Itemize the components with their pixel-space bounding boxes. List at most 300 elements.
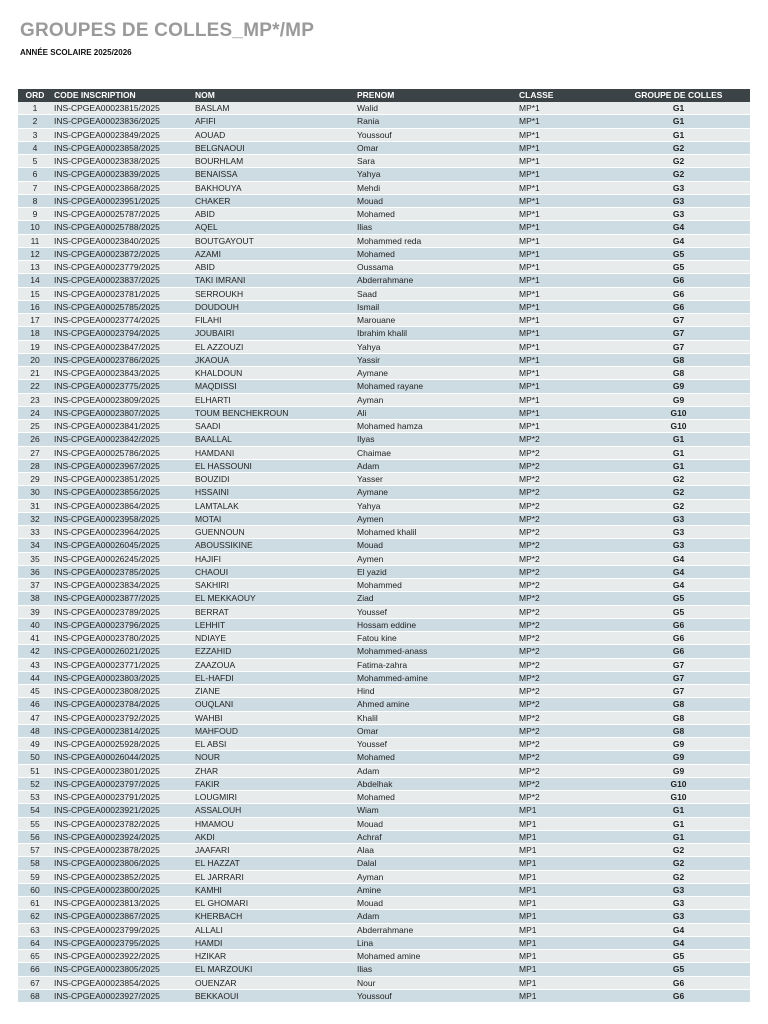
cell-groupe: G3 bbox=[672, 884, 685, 895]
cell-prenom: Ilias bbox=[357, 222, 373, 233]
cell-prenom: Ahmed amine bbox=[357, 699, 410, 710]
cell-prenom: Mohamed bbox=[357, 792, 395, 802]
cell-nom: BEKKAOUI bbox=[195, 990, 239, 1001]
cell-code: INS-CPGEA00023801/2025 bbox=[54, 765, 160, 776]
cell-code: INS-CPGEA00023799/2025 bbox=[54, 924, 160, 935]
cell-groupe: G4 bbox=[672, 937, 685, 948]
cell-code: INS-CPGEA00023791/2025 bbox=[54, 792, 160, 802]
cell-nom: ELHARTI bbox=[195, 394, 231, 405]
cell-code: INS-CPGEA00023807/2025 bbox=[54, 407, 160, 418]
cell-groupe: G8 bbox=[672, 354, 685, 365]
cell-prenom: Yasser bbox=[357, 474, 383, 484]
cell-code: INS-CPGEA00023836/2025 bbox=[54, 116, 160, 127]
cell-prenom: Mohamed bbox=[357, 248, 395, 259]
cell-prenom: Hossam eddine bbox=[357, 619, 417, 630]
cell-code: INS-CPGEA00023795/2025 bbox=[54, 937, 160, 948]
cell-prenom: El yazid bbox=[357, 566, 387, 577]
cell-nom: LEHHIT bbox=[195, 619, 226, 630]
cell-groupe: G5 bbox=[672, 951, 685, 961]
cell-groupe: G3 bbox=[672, 182, 685, 193]
cell-prenom: Youssef bbox=[357, 739, 387, 749]
cell-prenom: Ilias bbox=[357, 964, 373, 975]
cell-groupe: G7 bbox=[672, 341, 685, 352]
table-row bbox=[18, 738, 750, 751]
col-header-classe: CLASSE bbox=[517, 89, 607, 102]
cell-ord: 46 bbox=[30, 699, 40, 710]
cell-classe: MP*1 bbox=[519, 275, 540, 286]
cell-classe: MP1 bbox=[519, 884, 537, 895]
cell-classe: MP*1 bbox=[519, 262, 540, 272]
cell-nom: LAMTALAK bbox=[195, 500, 239, 511]
cell-prenom: Khalil bbox=[357, 712, 378, 723]
table-row bbox=[18, 102, 750, 115]
cell-classe: MP*1 bbox=[519, 381, 540, 392]
cell-classe: MP*1 bbox=[519, 129, 540, 140]
cell-classe: MP*2 bbox=[519, 566, 540, 577]
cell-classe: MP*1 bbox=[519, 116, 540, 127]
cell-groupe: G2 bbox=[672, 858, 685, 869]
cell-prenom: Aymen bbox=[357, 553, 384, 564]
cell-classe: MP1 bbox=[519, 911, 537, 922]
cell-ord: 8 bbox=[32, 195, 38, 206]
cell-prenom: Ayman bbox=[357, 394, 384, 405]
cell-code: INS-CPGEA00023774/2025 bbox=[54, 315, 160, 325]
cell-nom: TOUM BENCHEKROUN bbox=[195, 407, 289, 418]
cell-code: INS-CPGEA00023858/2025 bbox=[54, 142, 160, 153]
table-row bbox=[18, 844, 750, 857]
cell-nom: AZAMI bbox=[195, 248, 221, 259]
cell-classe: MP*1 bbox=[519, 368, 540, 378]
cell-prenom: Mohamed rayane bbox=[357, 381, 424, 392]
cell-code: INS-CPGEA00025788/2025 bbox=[54, 222, 160, 233]
cell-prenom: Omar bbox=[357, 142, 379, 153]
table-row bbox=[18, 460, 750, 473]
cell-groupe: G9 bbox=[672, 765, 685, 776]
cell-ord: 63 bbox=[30, 924, 40, 935]
cell-groupe: G6 bbox=[672, 288, 685, 299]
cell-ord: 60 bbox=[30, 884, 40, 895]
cell-prenom: Yassir bbox=[357, 354, 380, 365]
cell-groupe: G4 bbox=[672, 566, 685, 577]
cell-nom: HSSAINI bbox=[195, 487, 230, 498]
cell-code: INS-CPGEA00025785/2025 bbox=[54, 301, 160, 312]
cell-code: INS-CPGEA00023843/2025 bbox=[54, 368, 160, 378]
cell-code: INS-CPGEA00023927/2025 bbox=[54, 990, 160, 1001]
cell-ord: 43 bbox=[30, 659, 40, 670]
cell-code: INS-CPGEA00023779/2025 bbox=[54, 262, 160, 272]
table-row bbox=[18, 420, 750, 433]
cell-prenom: Youssouf bbox=[357, 990, 392, 1001]
cell-groupe: G7 bbox=[672, 659, 685, 670]
table-row bbox=[18, 274, 750, 287]
cell-code: INS-CPGEA00023841/2025 bbox=[54, 421, 160, 431]
cell-prenom: Amine bbox=[357, 884, 382, 895]
cell-prenom: Youssef bbox=[357, 606, 387, 617]
cell-nom: SAKHIRI bbox=[195, 580, 230, 590]
table-row bbox=[18, 394, 750, 407]
table-row bbox=[18, 182, 750, 195]
cell-ord: 50 bbox=[30, 752, 40, 763]
cell-groupe: G1 bbox=[672, 818, 685, 829]
cell-groupe: G7 bbox=[672, 686, 685, 696]
cell-classe: MP*2 bbox=[519, 474, 540, 484]
cell-classe: MP*2 bbox=[519, 580, 540, 590]
cell-ord: 26 bbox=[30, 434, 40, 445]
cell-classe: MP*2 bbox=[519, 619, 540, 630]
cell-groupe: G3 bbox=[672, 527, 685, 537]
cell-groupe: G8 bbox=[672, 712, 685, 723]
cell-classe: MP1 bbox=[519, 858, 537, 869]
cell-groupe: G6 bbox=[672, 633, 685, 643]
cell-ord: 56 bbox=[30, 831, 40, 842]
cell-nom: HAMDI bbox=[195, 937, 223, 948]
table-row bbox=[18, 606, 750, 619]
cell-code: INS-CPGEA00023864/2025 bbox=[54, 500, 160, 511]
table-row bbox=[18, 804, 750, 817]
cell-code: INS-CPGEA00023789/2025 bbox=[54, 606, 160, 617]
cell-classe: MP*2 bbox=[519, 593, 540, 604]
cell-ord: 31 bbox=[30, 500, 40, 511]
cell-groupe: G3 bbox=[672, 540, 685, 551]
cell-code: INS-CPGEA00023877/2025 bbox=[54, 593, 160, 604]
cell-nom: AFIFI bbox=[195, 116, 216, 127]
cell-code: INS-CPGEA00023856/2025 bbox=[54, 487, 160, 498]
cell-ord: 57 bbox=[30, 845, 40, 855]
cell-ord: 33 bbox=[30, 527, 40, 537]
cell-groupe: G3 bbox=[672, 209, 685, 219]
cell-nom: EL MEKKAOUY bbox=[195, 593, 256, 604]
table-row bbox=[18, 778, 750, 791]
cell-nom: ALLALI bbox=[195, 924, 223, 935]
cell-groupe: G10 bbox=[670, 792, 687, 802]
cell-classe: MP*1 bbox=[519, 288, 540, 299]
cell-prenom: Abderrahmane bbox=[357, 275, 414, 286]
cell-nom: SAADI bbox=[195, 421, 221, 431]
table-row bbox=[18, 168, 750, 181]
table-row bbox=[18, 155, 750, 168]
cell-ord: 51 bbox=[30, 765, 40, 776]
cell-classe: MP*2 bbox=[519, 778, 540, 789]
cell-ord: 9 bbox=[32, 209, 38, 219]
cell-prenom: Achraf bbox=[357, 831, 382, 842]
cell-nom: EL HAZZAT bbox=[195, 858, 240, 869]
cell-prenom: Aymen bbox=[357, 513, 384, 524]
cell-prenom: Adam bbox=[357, 765, 380, 776]
cell-groupe: G8 bbox=[672, 368, 685, 378]
cell-nom: ABID bbox=[195, 262, 215, 272]
cell-classe: MP*1 bbox=[519, 103, 540, 113]
table-row bbox=[18, 301, 750, 314]
cell-classe: MP*1 bbox=[519, 182, 540, 193]
cell-code: INS-CPGEA00023854/2025 bbox=[54, 977, 160, 988]
cell-nom: EL GHOMARI bbox=[195, 898, 249, 908]
table-row bbox=[18, 248, 750, 261]
cell-groupe: G5 bbox=[672, 593, 685, 604]
cell-nom: AQEL bbox=[195, 222, 218, 233]
cell-classe: MP*1 bbox=[519, 142, 540, 153]
cell-prenom: Dalal bbox=[357, 858, 377, 869]
cell-groupe: G7 bbox=[672, 328, 685, 339]
cell-nom: ABOUSSIKINE bbox=[195, 540, 253, 551]
cell-prenom: Fatou kine bbox=[357, 633, 397, 643]
cell-groupe: G3 bbox=[672, 898, 685, 908]
table-row bbox=[18, 513, 750, 526]
table-row bbox=[18, 791, 750, 804]
cell-ord: 32 bbox=[30, 513, 40, 524]
cell-prenom: Oussama bbox=[357, 262, 394, 272]
table-row bbox=[18, 685, 750, 698]
cell-prenom: Mohamed bbox=[357, 752, 395, 763]
cell-ord: 30 bbox=[30, 487, 40, 498]
cell-prenom: Mohammed-amine bbox=[357, 672, 428, 683]
cell-groupe: G6 bbox=[672, 646, 685, 657]
cell-ord: 58 bbox=[30, 858, 40, 869]
cell-classe: MP1 bbox=[519, 964, 537, 975]
cell-code: INS-CPGEA00023868/2025 bbox=[54, 182, 160, 193]
cell-ord: 40 bbox=[30, 619, 40, 630]
table-row bbox=[18, 645, 750, 658]
cell-code: INS-CPGEA00023852/2025 bbox=[54, 871, 160, 882]
cell-ord: 62 bbox=[30, 911, 40, 922]
table-row bbox=[18, 526, 750, 539]
cell-code: INS-CPGEA00023849/2025 bbox=[54, 129, 160, 140]
cell-prenom: Mohamed hamza bbox=[357, 421, 423, 431]
cell-code: INS-CPGEA00023851/2025 bbox=[54, 474, 160, 484]
cell-nom: EL HASSOUNI bbox=[195, 460, 252, 471]
col-header-code: CODE INSCRIPTION bbox=[52, 89, 193, 102]
table-row bbox=[18, 884, 750, 897]
table-row bbox=[18, 632, 750, 645]
table-row bbox=[18, 314, 750, 327]
cell-nom: EL MARZOUKI bbox=[195, 964, 253, 975]
cell-prenom: Hind bbox=[357, 686, 375, 696]
table-row bbox=[18, 129, 750, 142]
cell-groupe: G1 bbox=[672, 103, 685, 113]
cell-prenom: Mouad bbox=[357, 818, 383, 829]
cell-groupe: G2 bbox=[672, 156, 685, 166]
cell-nom: KAMHI bbox=[195, 884, 222, 895]
cell-prenom: Youssouf bbox=[357, 129, 392, 140]
cell-prenom: Rania bbox=[357, 116, 380, 127]
cell-ord: 11 bbox=[30, 235, 40, 246]
cell-classe: MP*1 bbox=[519, 301, 540, 312]
cell-nom: SERROUKH bbox=[195, 288, 244, 299]
cell-ord: 55 bbox=[30, 818, 40, 829]
cell-ord: 13 bbox=[30, 262, 40, 272]
cell-code: INS-CPGEA00023967/2025 bbox=[54, 460, 160, 471]
cell-prenom: Mohamed khalil bbox=[357, 527, 417, 537]
cell-classe: MP1 bbox=[519, 871, 537, 882]
cell-ord: 3 bbox=[32, 129, 38, 140]
table-row bbox=[18, 142, 750, 155]
table-row bbox=[18, 619, 750, 632]
cell-code: INS-CPGEA00023806/2025 bbox=[54, 858, 160, 869]
cell-code: INS-CPGEA00023847/2025 bbox=[54, 341, 160, 352]
cell-nom: CHAOUI bbox=[195, 566, 229, 577]
cell-classe: MP*2 bbox=[519, 633, 540, 643]
cell-prenom: Aymane bbox=[357, 368, 389, 378]
cell-code: INS-CPGEA00023815/2025 bbox=[54, 103, 160, 113]
cell-nom: AKDI bbox=[195, 831, 215, 842]
table-row bbox=[18, 235, 750, 248]
cell-prenom: Mohamed amine bbox=[357, 951, 421, 961]
cell-prenom: Mouad bbox=[357, 540, 383, 551]
cell-code: INS-CPGEA00023780/2025 bbox=[54, 633, 160, 643]
cell-code: INS-CPGEA00023840/2025 bbox=[54, 235, 160, 246]
cell-code: INS-CPGEA00023922/2025 bbox=[54, 951, 160, 961]
cell-prenom: Ali bbox=[357, 407, 367, 418]
col-header-prenom: PRENOM bbox=[355, 89, 517, 102]
cell-groupe: G6 bbox=[672, 301, 685, 312]
cell-nom: ZAAZOUA bbox=[195, 659, 236, 670]
cell-nom: FAKIR bbox=[195, 778, 220, 789]
cell-prenom: Saad bbox=[357, 288, 377, 299]
cell-groupe: G10 bbox=[670, 407, 687, 418]
cell-nom: ASSALOUH bbox=[195, 805, 242, 816]
cell-classe: MP*2 bbox=[519, 540, 540, 551]
cell-classe: MP*2 bbox=[519, 699, 540, 710]
cell-nom: NDIAYE bbox=[195, 633, 227, 643]
page-subtitle: ANNÉE SCOLAIRE 2025/2026 bbox=[20, 48, 132, 57]
cell-code: INS-CPGEA00026245/2025 bbox=[54, 553, 160, 564]
cell-classe: MP*1 bbox=[519, 169, 540, 180]
cell-code: INS-CPGEA00023794/2025 bbox=[54, 328, 160, 339]
cell-groupe: G10 bbox=[670, 778, 687, 789]
cell-code: INS-CPGEA00023872/2025 bbox=[54, 248, 160, 259]
cell-code: INS-CPGEA00023951/2025 bbox=[54, 195, 160, 206]
cell-groupe: G7 bbox=[672, 672, 685, 683]
cell-nom: EL ABSI bbox=[195, 739, 227, 749]
cell-groupe: G1 bbox=[672, 116, 685, 127]
cell-ord: 29 bbox=[30, 474, 40, 484]
table-row bbox=[18, 579, 750, 592]
cell-groupe: G2 bbox=[672, 845, 685, 855]
cell-classe: MP1 bbox=[519, 805, 537, 816]
cell-ord: 18 bbox=[30, 328, 40, 339]
cell-groupe: G8 bbox=[672, 725, 685, 736]
cell-ord: 35 bbox=[30, 553, 40, 564]
cell-groupe: G2 bbox=[672, 500, 685, 511]
table-row bbox=[18, 221, 750, 234]
cell-code: INS-CPGEA00023771/2025 bbox=[54, 659, 160, 670]
cell-ord: 15 bbox=[30, 288, 40, 299]
cell-nom: HZIKAR bbox=[195, 951, 227, 961]
cell-nom: HAJIFI bbox=[195, 553, 221, 564]
cell-ord: 4 bbox=[32, 142, 38, 153]
cell-classe: MP*2 bbox=[519, 725, 540, 736]
cell-prenom: Marouane bbox=[357, 315, 396, 325]
table-row bbox=[18, 380, 750, 393]
table-row bbox=[18, 712, 750, 725]
cell-nom: KHALDOUN bbox=[195, 368, 243, 378]
cell-nom: WAHBI bbox=[195, 712, 223, 723]
cell-prenom: Nour bbox=[357, 977, 376, 988]
table-row bbox=[18, 924, 750, 937]
cell-groupe: G4 bbox=[672, 580, 685, 590]
cell-groupe: G1 bbox=[672, 460, 685, 471]
cell-ord: 1 bbox=[32, 103, 38, 113]
cell-ord: 47 bbox=[30, 712, 40, 723]
cell-prenom: Adam bbox=[357, 460, 380, 471]
cell-ord: 37 bbox=[30, 580, 40, 590]
table-row bbox=[18, 765, 750, 778]
cell-ord: 22 bbox=[30, 381, 40, 392]
table-row bbox=[18, 327, 750, 340]
cell-prenom: Lina bbox=[357, 937, 374, 948]
cell-classe: MP*1 bbox=[519, 195, 540, 206]
cell-groupe: G3 bbox=[672, 513, 685, 524]
cell-ord: 25 bbox=[30, 421, 40, 431]
cell-groupe: G1 bbox=[672, 831, 685, 842]
cell-prenom: Wiam bbox=[357, 805, 379, 816]
cell-nom: BENAISSA bbox=[195, 169, 238, 180]
cell-nom: TAKI IMRANI bbox=[195, 275, 246, 286]
cell-nom: BELGNAOUI bbox=[195, 142, 245, 153]
cell-classe: MP*2 bbox=[519, 752, 540, 763]
cell-classe: MP1 bbox=[519, 924, 537, 935]
cell-code: INS-CPGEA00023809/2025 bbox=[54, 394, 160, 405]
table-row bbox=[18, 659, 750, 672]
cell-groupe: G8 bbox=[672, 699, 685, 710]
groups-table bbox=[18, 89, 750, 1003]
cell-groupe: G9 bbox=[672, 752, 685, 763]
cell-groupe: G1 bbox=[672, 434, 685, 445]
cell-classe: MP*2 bbox=[519, 686, 540, 696]
cell-groupe: G1 bbox=[672, 129, 685, 140]
cell-classe: MP*2 bbox=[519, 646, 540, 657]
cell-code: INS-CPGEA00023775/2025 bbox=[54, 381, 160, 392]
cell-ord: 64 bbox=[30, 937, 40, 948]
table-row bbox=[18, 751, 750, 764]
cell-prenom: Ziad bbox=[357, 593, 374, 604]
table-row bbox=[18, 288, 750, 301]
cell-code: INS-CPGEA00023786/2025 bbox=[54, 354, 160, 365]
cell-classe: MP*2 bbox=[519, 765, 540, 776]
cell-ord: 34 bbox=[30, 540, 40, 551]
cell-nom: CHAKER bbox=[195, 195, 231, 206]
cell-groupe: G7 bbox=[672, 315, 685, 325]
cell-ord: 6 bbox=[32, 169, 38, 180]
cell-code: INS-CPGEA00023837/2025 bbox=[54, 275, 160, 286]
table-header bbox=[18, 89, 750, 102]
table-row bbox=[18, 433, 750, 446]
cell-ord: 53 bbox=[30, 792, 40, 802]
cell-classe: MP*1 bbox=[519, 248, 540, 259]
cell-nom: BERRAT bbox=[195, 606, 229, 617]
cell-prenom: Mehdi bbox=[357, 182, 381, 193]
cell-classe: MP*1 bbox=[519, 222, 540, 233]
cell-groupe: G9 bbox=[672, 381, 685, 392]
cell-code: INS-CPGEA00023878/2025 bbox=[54, 845, 160, 855]
cell-ord: 24 bbox=[30, 407, 40, 418]
cell-code: INS-CPGEA00023924/2025 bbox=[54, 831, 160, 842]
col-header-ord: ORD bbox=[18, 89, 52, 102]
cell-ord: 52 bbox=[30, 778, 40, 789]
cell-prenom: Abdelhak bbox=[357, 778, 393, 789]
cell-prenom: Omar bbox=[357, 725, 379, 736]
table-row bbox=[18, 831, 750, 844]
cell-groupe: G2 bbox=[672, 474, 685, 484]
cell-classe: MP*1 bbox=[519, 341, 540, 352]
cell-nom: ZHAR bbox=[195, 765, 219, 776]
cell-ord: 45 bbox=[30, 686, 40, 696]
cell-code: INS-CPGEA00023921/2025 bbox=[54, 805, 160, 816]
cell-groupe: G6 bbox=[672, 275, 685, 286]
cell-prenom: Adam bbox=[357, 911, 380, 922]
cell-ord: 65 bbox=[30, 951, 40, 961]
cell-classe: MP1 bbox=[519, 845, 537, 855]
cell-nom: EL AZZOUZI bbox=[195, 341, 244, 352]
